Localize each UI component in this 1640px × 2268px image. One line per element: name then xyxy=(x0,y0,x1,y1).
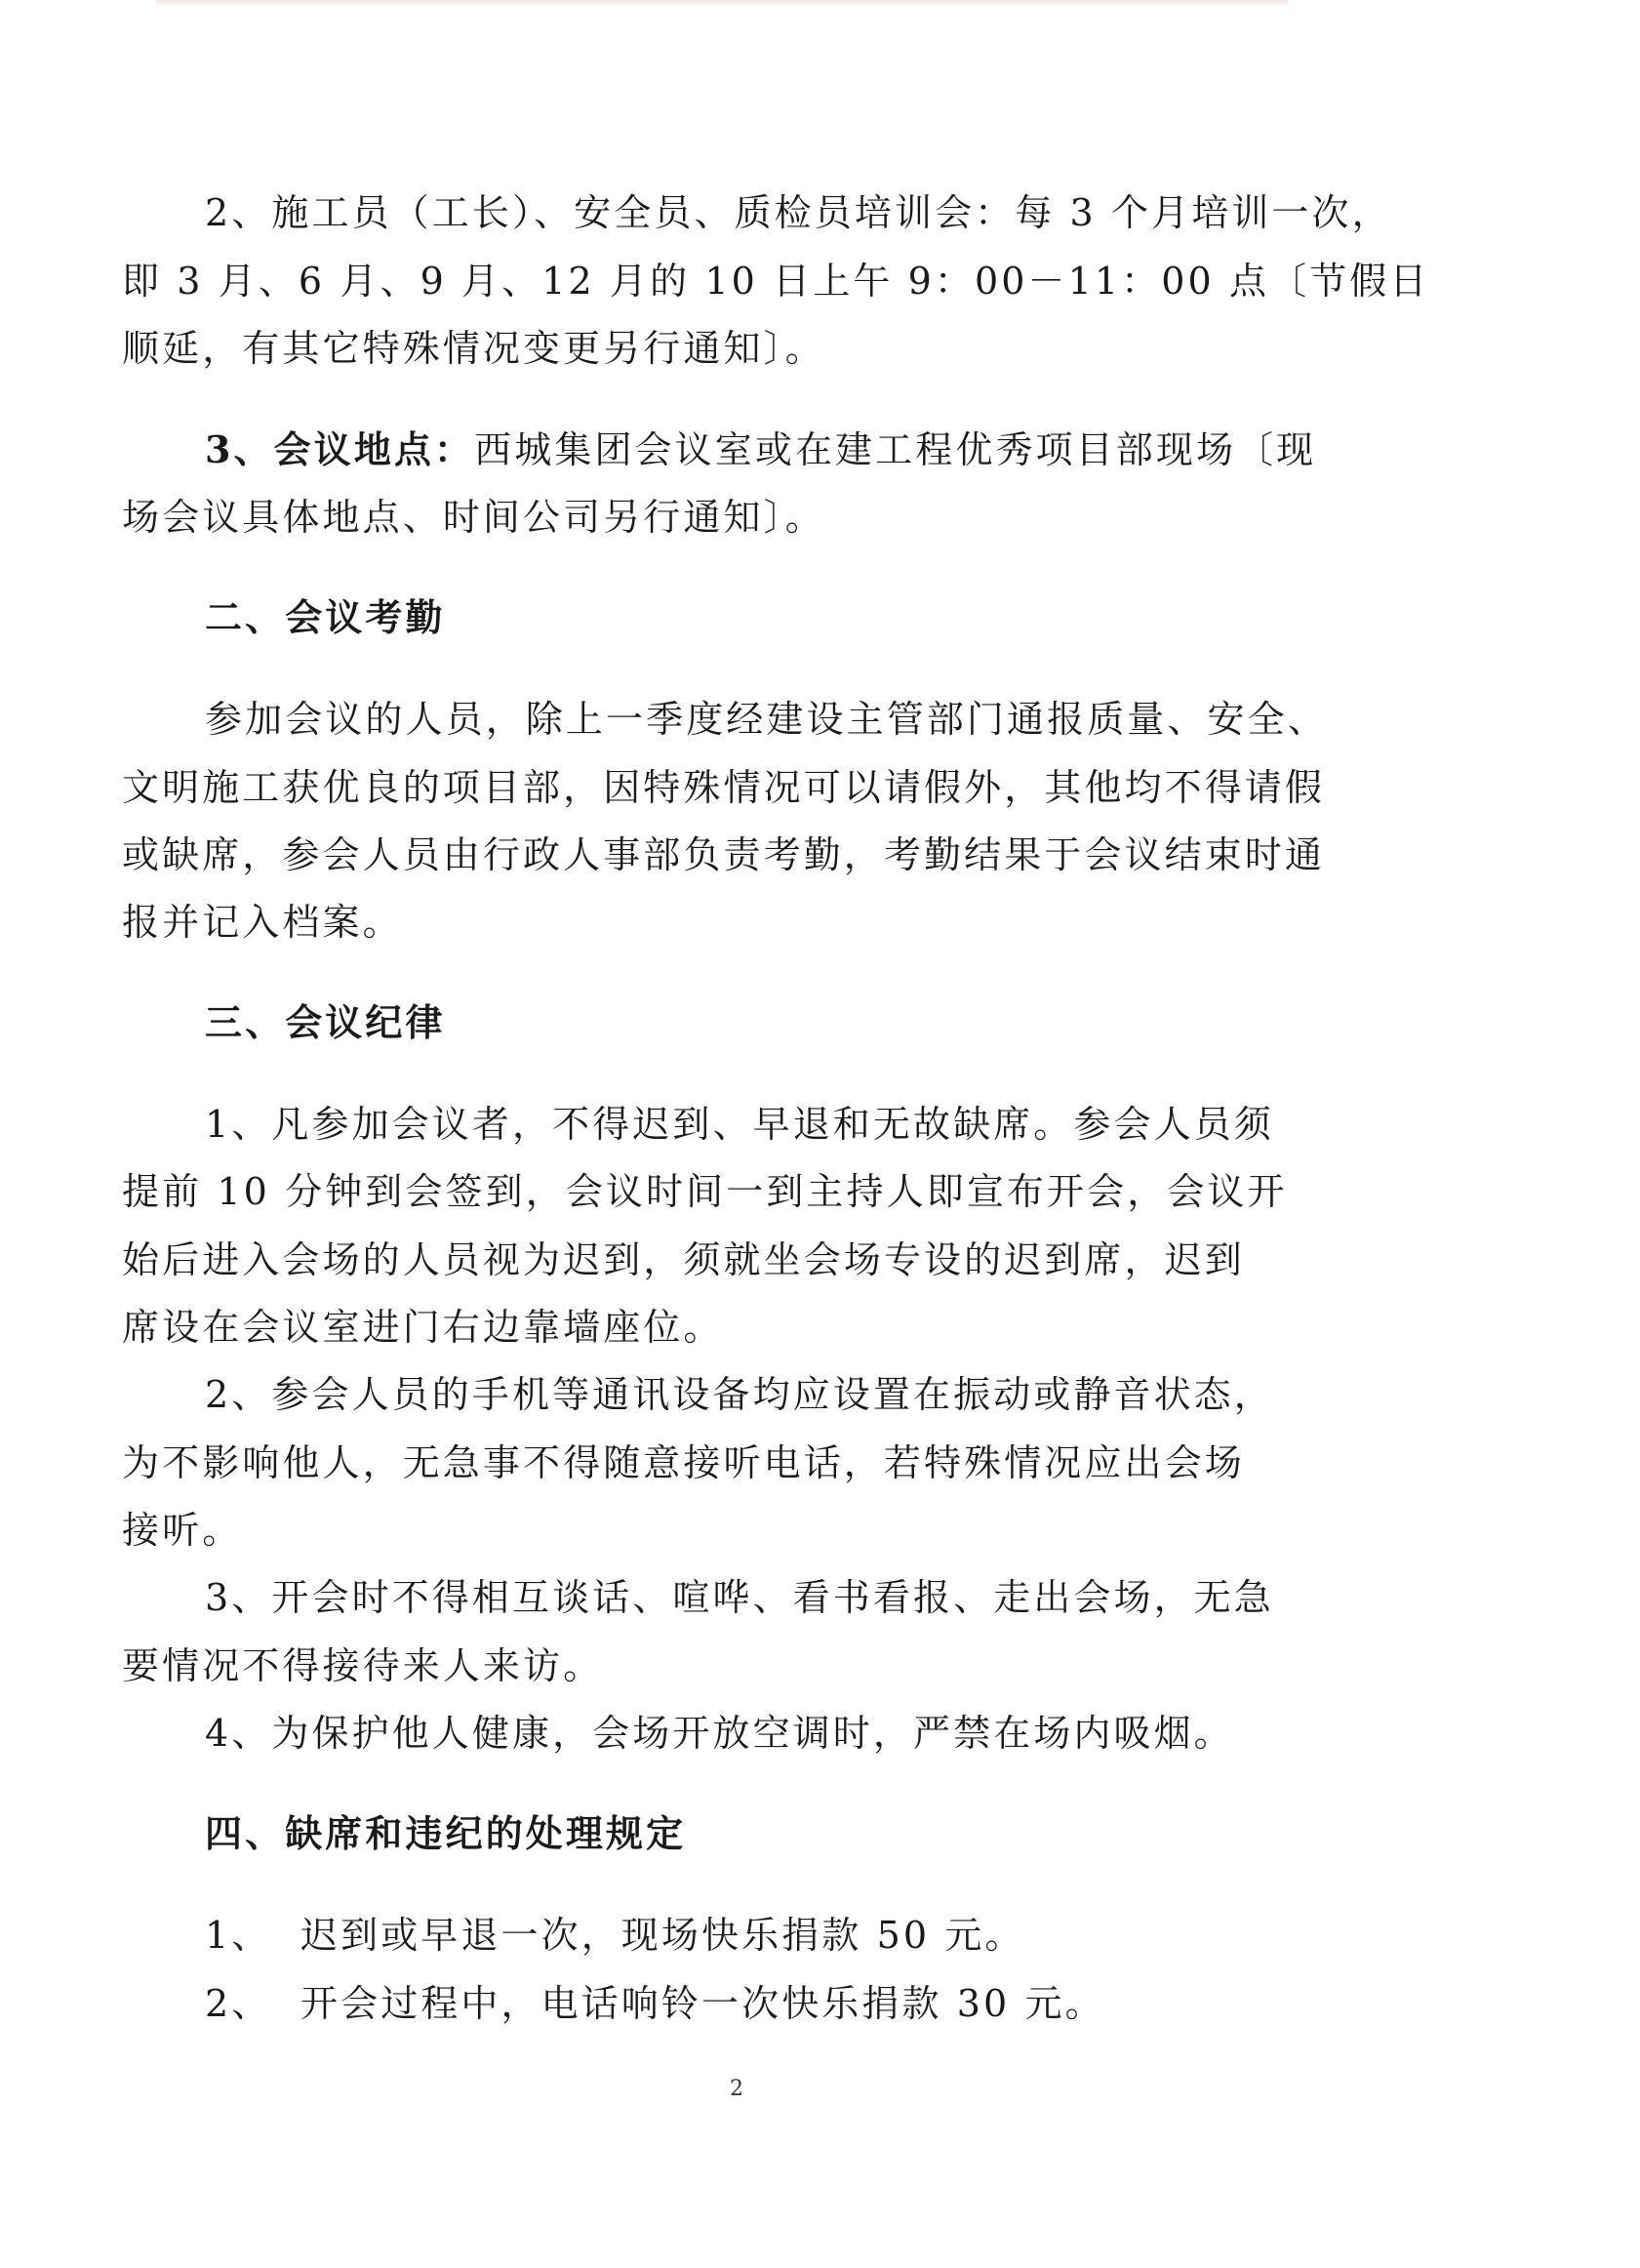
rule-3-line-2: 要情况不得接待来人来访。 xyxy=(122,1644,604,1687)
rule-1-line-3: 始后进入会场的人员视为迟到，须就坐会场专设的迟到席，迟到 xyxy=(122,1238,1245,1281)
location-line-1-text: 西城集团会议室或在建工程优秀项目部现场〔现 xyxy=(474,428,1317,471)
penalty-item-1 xyxy=(205,1913,1025,1958)
penalty-item-2 xyxy=(205,1981,1105,2026)
training-line-2: 即 3 月、6 月、9 月、12 月的 10 日上午 9：00－11：00 点〔节假日 xyxy=(122,260,1430,303)
rule-3-line-1: 3、开会时不得相互谈话、喧哗、看书看报、走出会场，无急 xyxy=(205,1576,1274,1619)
location-line-2: 场会议具体地点、时间公司另行通知〕。 xyxy=(122,496,825,539)
section-2-heading: 二、会议考勤 xyxy=(205,595,446,639)
rule-1-line-2: 提前 10 分钟到会签到，会议时间一到主持人即宣布开会，会议开 xyxy=(122,1170,1288,1213)
penalty-item-1-number: 1、 xyxy=(205,1914,272,1957)
rule-1-line-1: 1、凡参加会议者，不得迟到、早退和无故缺席。参会人员须 xyxy=(205,1103,1274,1146)
training-line-1: 2、施工员（工长）、安全员、质检员培训会：每 3 个月培训一次， xyxy=(205,191,1392,234)
rule-4-line-1: 4、为保护他人健康，会场开放空调时，严禁在场内吸烟。 xyxy=(205,1712,1234,1755)
attendance-line-1: 参加会议的人员，除上一季度经建设主管部门通报质量、安全、 xyxy=(205,698,1328,741)
rule-2-line-3: 接听。 xyxy=(122,1509,243,1552)
location-label: 3、会议地点： xyxy=(205,427,475,471)
attendance-line-2: 文明施工获优良的项目部，因特殊情况可以请假外，其他均不得请假 xyxy=(122,766,1326,809)
penalty-item-2-text: 开会过程中，电话响铃一次快乐捐款 30 元。 xyxy=(300,1982,1105,2025)
penalty-item-2-number: 2、 xyxy=(205,1982,272,2025)
scan-edge-mark xyxy=(156,0,1288,6)
training-line-3: 顺延，有其它特殊情况变更另行通知〕。 xyxy=(122,327,825,370)
penalty-item-1-text: 迟到或早退一次，现场快乐捐款 50 元。 xyxy=(300,1914,1025,1957)
section-4-heading: 四、缺席和违纪的处理规定 xyxy=(205,1811,687,1855)
section-3-heading: 三、会议纪律 xyxy=(205,1000,446,1044)
rule-1-line-4: 席设在会议室进门右边靠墙座位。 xyxy=(122,1306,724,1349)
rule-2-line-1: 2、参会人员的手机等通讯设备均应设置在振动或静音状态， xyxy=(205,1373,1274,1416)
attendance-line-4: 报并记入档案。 xyxy=(122,901,403,944)
location-line-1 xyxy=(205,427,1316,472)
attendance-line-3: 或缺席，参会人员由行政人事部负责考勤，考勤结果于会议结束时通 xyxy=(122,833,1326,876)
rule-2-line-2: 为不影响他人，无急事不得随意接听电话，若特殊情况应出会场 xyxy=(122,1441,1245,1484)
page-number: 2 xyxy=(730,2077,743,2101)
